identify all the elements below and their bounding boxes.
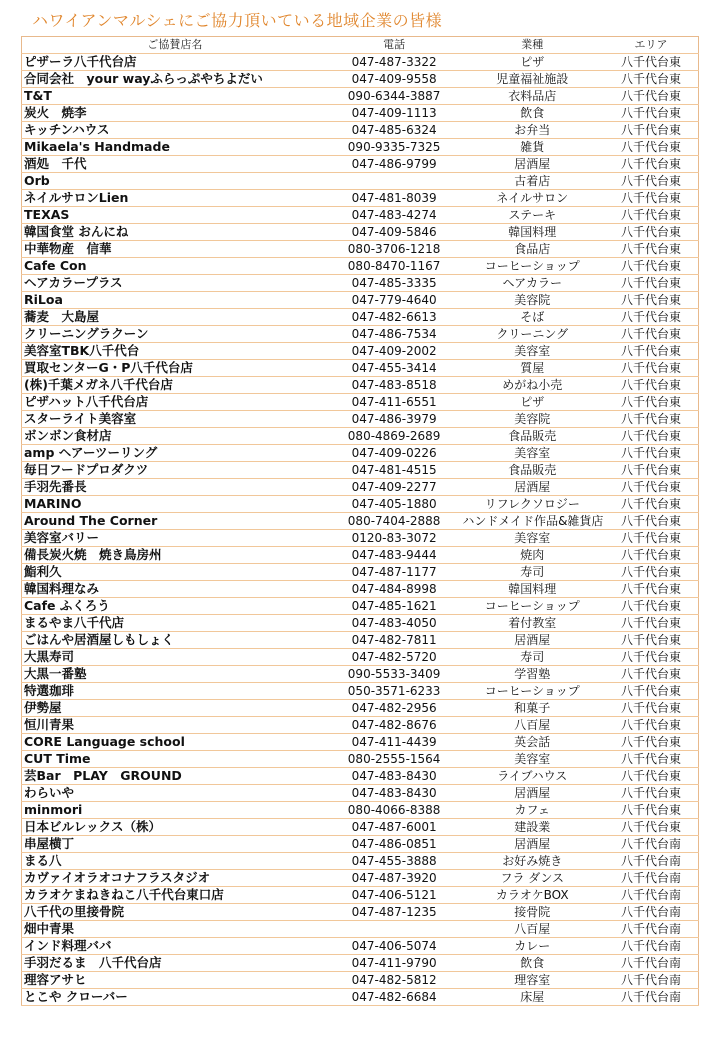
business-type: 焼肉	[460, 547, 604, 564]
business-type: カラオケBOX	[460, 887, 604, 904]
phone-number: 047-486-9799	[328, 156, 461, 173]
area: 八千代台東	[604, 564, 698, 581]
table-row	[22, 666, 699, 683]
area: 八千代台南	[604, 853, 698, 870]
phone-number: 047-485-6324	[328, 122, 461, 139]
business-type: 着付教室	[460, 615, 604, 632]
business-type: リフレクソロジー	[460, 496, 604, 513]
business-type: 学習塾	[460, 666, 604, 683]
table-row	[22, 904, 699, 921]
business-type: 床屋	[460, 989, 604, 1006]
table-row	[22, 241, 699, 258]
phone-number: 047-485-1621	[328, 598, 461, 615]
store-name: インド料理ババ	[22, 938, 328, 955]
phone-number: 047-484-8998	[328, 581, 461, 598]
phone-number: 047-482-5812	[328, 972, 461, 989]
area: 八千代台東	[604, 751, 698, 768]
business-type: 衣料品店	[460, 88, 604, 105]
page-title: ハワイアンマルシェにご協力頂いている地域企業の皆様	[32, 11, 443, 30]
phone-number: 047-482-6684	[328, 989, 461, 1006]
table-row	[22, 411, 699, 428]
area: 八千代台東	[604, 530, 698, 547]
table-row	[22, 700, 699, 717]
phone-number	[328, 173, 461, 190]
phone-number: 050-3571-6233	[328, 683, 461, 700]
area: 八千代台東	[604, 479, 698, 496]
store-name: 酒処 千代	[22, 156, 328, 173]
area: 八千代台東	[604, 802, 698, 819]
table-row	[22, 122, 699, 139]
area: 八千代台東	[604, 598, 698, 615]
store-name: TEXAS	[22, 207, 328, 224]
business-type: クリーニング	[460, 326, 604, 343]
business-type: 食品販売	[460, 428, 604, 445]
header-phone: 電話	[328, 37, 461, 54]
area: 八千代台東	[604, 156, 698, 173]
area: 八千代台東	[604, 190, 698, 207]
area: 八千代台南	[604, 836, 698, 853]
store-name: 炭火 焼李	[22, 105, 328, 122]
sponsor-table	[21, 36, 699, 1006]
area: 八千代台南	[604, 955, 698, 972]
area: 八千代台東	[604, 309, 698, 326]
area: 八千代台東	[604, 411, 698, 428]
area: 八千代台東	[604, 632, 698, 649]
area: 八千代台東	[604, 785, 698, 802]
area: 八千代台東	[604, 207, 698, 224]
business-type: カレー	[460, 938, 604, 955]
business-type: 食品店	[460, 241, 604, 258]
business-type: 食品販売	[460, 462, 604, 479]
store-name: CUT Time	[22, 751, 328, 768]
business-type: 飲食	[460, 955, 604, 972]
business-type: 美容室	[460, 445, 604, 462]
area: 八千代台東	[604, 360, 698, 377]
store-name: ごはんや居酒屋しもしょく	[22, 632, 328, 649]
business-type: カフェ	[460, 802, 604, 819]
store-name: まる八	[22, 853, 328, 870]
store-name: Cafe Con	[22, 258, 328, 275]
area: 八千代台東	[604, 88, 698, 105]
phone-number: 090-6344-3887	[328, 88, 461, 105]
area: 八千代台東	[604, 734, 698, 751]
phone-number: 0120-83-3072	[328, 530, 461, 547]
table-row	[22, 54, 699, 71]
phone-number: 080-8470-1167	[328, 258, 461, 275]
business-type: 八百屋	[460, 921, 604, 938]
phone-number: 047-485-3335	[328, 275, 461, 292]
phone-number: 047-487-1177	[328, 564, 461, 581]
business-type: 飲食	[460, 105, 604, 122]
table-row	[22, 309, 699, 326]
table-row	[22, 802, 699, 819]
table-row	[22, 615, 699, 632]
business-type: ピザ	[460, 54, 604, 71]
phone-number: 047-409-0226	[328, 445, 461, 462]
business-type: 居酒屋	[460, 836, 604, 853]
phone-number: 047-409-1113	[328, 105, 461, 122]
business-type: お好み焼き	[460, 853, 604, 870]
area: 八千代台東	[604, 292, 698, 309]
table-row	[22, 275, 699, 292]
table-row	[22, 156, 699, 173]
header-area: エリア	[604, 37, 698, 54]
store-name: ピザーラ八千代台店	[22, 54, 328, 71]
store-name: 芸Bar PLAY GROUND	[22, 768, 328, 785]
table-row	[22, 496, 699, 513]
area: 八千代台東	[604, 513, 698, 530]
business-type: 雑貨	[460, 139, 604, 156]
business-type: 建設業	[460, 819, 604, 836]
business-type: ヘアカラー	[460, 275, 604, 292]
table-row	[22, 870, 699, 887]
business-type: 美容室	[460, 530, 604, 547]
store-name: 鮨利久	[22, 564, 328, 581]
area: 八千代台南	[604, 972, 698, 989]
store-name: ネイルサロンLien	[22, 190, 328, 207]
area: 八千代台南	[604, 921, 698, 938]
store-name: とこや クローバー	[22, 989, 328, 1006]
business-type: ライブハウス	[460, 768, 604, 785]
store-name: minmori	[22, 802, 328, 819]
header-name: ご協賛店名	[22, 37, 328, 54]
store-name: 韓国食堂 おんにね	[22, 224, 328, 241]
phone-number: 047-483-8518	[328, 377, 461, 394]
table-row	[22, 598, 699, 615]
phone-number: 090-9335-7325	[328, 139, 461, 156]
phone-number: 047-779-4640	[328, 292, 461, 309]
area: 八千代台東	[604, 683, 698, 700]
phone-number: 047-455-3414	[328, 360, 461, 377]
business-type: 居酒屋	[460, 479, 604, 496]
business-type: 居酒屋	[460, 156, 604, 173]
business-type: 居酒屋	[460, 785, 604, 802]
phone-number: 047-483-9444	[328, 547, 461, 564]
table-row	[22, 564, 699, 581]
phone-number: 047-483-8430	[328, 785, 461, 802]
store-name: 日本ビルレックス（株）	[22, 819, 328, 836]
business-type: ステーキ	[460, 207, 604, 224]
store-name: 合同会社 your wayふらっぷやちよだい	[22, 71, 328, 88]
store-name: 大黒一番塾	[22, 666, 328, 683]
store-name: Mikaela's Handmade	[22, 139, 328, 156]
business-type: 八百屋	[460, 717, 604, 734]
business-type: 居酒屋	[460, 632, 604, 649]
store-name: 蕎麦 大島屋	[22, 309, 328, 326]
store-name: 理容アサヒ	[22, 972, 328, 989]
business-type: 美容室	[460, 751, 604, 768]
store-name: 備長炭火焼 焼き鳥房州	[22, 547, 328, 564]
table-row	[22, 360, 699, 377]
phone-number: 080-2555-1564	[328, 751, 461, 768]
area: 八千代台東	[604, 496, 698, 513]
table-row	[22, 768, 699, 785]
store-name: 恒川青果	[22, 717, 328, 734]
store-name: CORE Language school	[22, 734, 328, 751]
store-name: キッチンハウス	[22, 122, 328, 139]
phone-number: 047-406-5121	[328, 887, 461, 904]
table-row	[22, 71, 699, 88]
phone-number: 047-486-0851	[328, 836, 461, 853]
phone-number: 047-409-2277	[328, 479, 461, 496]
area: 八千代台東	[604, 819, 698, 836]
table-row	[22, 377, 699, 394]
table-row	[22, 394, 699, 411]
phone-number: 047-483-4274	[328, 207, 461, 224]
area: 八千代台東	[604, 275, 698, 292]
table-row	[22, 581, 699, 598]
business-type: 寿司	[460, 649, 604, 666]
area: 八千代台東	[604, 615, 698, 632]
phone-number: 047-411-6551	[328, 394, 461, 411]
business-type: めがね小売	[460, 377, 604, 394]
phone-number: 047-411-9790	[328, 955, 461, 972]
area: 八千代台東	[604, 122, 698, 139]
table-row	[22, 428, 699, 445]
phone-number: 047-483-4050	[328, 615, 461, 632]
table-row	[22, 513, 699, 530]
table-row	[22, 292, 699, 309]
phone-number: 047-409-9558	[328, 71, 461, 88]
area: 八千代台東	[604, 717, 698, 734]
header-type: 業種	[460, 37, 604, 54]
table-row	[22, 955, 699, 972]
store-name: 手羽先番長	[22, 479, 328, 496]
store-name: 毎日フードプロダクツ	[22, 462, 328, 479]
business-type: 理容室	[460, 972, 604, 989]
phone-number: 047-487-6001	[328, 819, 461, 836]
phone-number	[328, 921, 461, 938]
business-type: 韓国料理	[460, 224, 604, 241]
phone-number: 047-481-4515	[328, 462, 461, 479]
store-name: 買取センターG・P八千代台店	[22, 360, 328, 377]
business-type: 質屋	[460, 360, 604, 377]
phone-number: 047-486-7534	[328, 326, 461, 343]
phone-number: 047-487-3920	[328, 870, 461, 887]
table-row	[22, 139, 699, 156]
table-row	[22, 190, 699, 207]
table-row	[22, 836, 699, 853]
area: 八千代台東	[604, 462, 698, 479]
table-row	[22, 105, 699, 122]
store-name: ピザハット八千代台店	[22, 394, 328, 411]
phone-number: 047-483-8430	[328, 768, 461, 785]
business-type: 接骨院	[460, 904, 604, 921]
table-row	[22, 343, 699, 360]
store-name: ボンボン食材店	[22, 428, 328, 445]
store-name: 大黒寿司	[22, 649, 328, 666]
table-row	[22, 462, 699, 479]
area: 八千代台東	[604, 700, 698, 717]
area: 八千代台南	[604, 887, 698, 904]
store-name: スターライト美容室	[22, 411, 328, 428]
table-row	[22, 751, 699, 768]
table-row	[22, 938, 699, 955]
store-name: RiLoa	[22, 292, 328, 309]
business-type: コーヒーショップ	[460, 598, 604, 615]
area: 八千代台東	[604, 377, 698, 394]
business-type: 美容院	[460, 292, 604, 309]
store-name: 畑中青果	[22, 921, 328, 938]
phone-number: 047-409-5846	[328, 224, 461, 241]
store-name: 伊勢屋	[22, 700, 328, 717]
table-row	[22, 887, 699, 904]
store-name: Orb	[22, 173, 328, 190]
table-row	[22, 547, 699, 564]
store-name: 韓国料理なみ	[22, 581, 328, 598]
store-name: MARINO	[22, 496, 328, 513]
store-name: 手羽だるま 八千代台店	[22, 955, 328, 972]
table-row	[22, 819, 699, 836]
phone-number: 080-3706-1218	[328, 241, 461, 258]
table-row	[22, 972, 699, 989]
phone-number: 047-487-1235	[328, 904, 461, 921]
area: 八千代台南	[604, 870, 698, 887]
store-name: 串屋横丁	[22, 836, 328, 853]
table-row	[22, 632, 699, 649]
table-row	[22, 853, 699, 870]
phone-number: 047-482-7811	[328, 632, 461, 649]
store-name: T&T	[22, 88, 328, 105]
area: 八千代台南	[604, 938, 698, 955]
business-type: 美容院	[460, 411, 604, 428]
phone-number: 047-486-3979	[328, 411, 461, 428]
store-name: 八千代の里接骨院	[22, 904, 328, 921]
business-type: 韓国料理	[460, 581, 604, 598]
area: 八千代台東	[604, 241, 698, 258]
business-type: ハンドメイド作品&雑貨店	[462, 514, 604, 528]
store-name: 美容室TBK八千代台	[22, 343, 328, 360]
business-type: お弁当	[460, 122, 604, 139]
store-name: Cafe ふくろう	[22, 598, 328, 615]
table-row	[22, 207, 699, 224]
store-name: ヘアカラープラス	[22, 275, 328, 292]
area: 八千代台東	[604, 666, 698, 683]
table-row	[22, 734, 699, 751]
phone-number: 047-487-3322	[328, 54, 461, 71]
area: 八千代台東	[604, 394, 698, 411]
area: 八千代台東	[604, 649, 698, 666]
phone-number: 047-481-8039	[328, 190, 461, 207]
area: 八千代台東	[604, 326, 698, 343]
business-type: 英会話	[460, 734, 604, 751]
area: 八千代台東	[604, 54, 698, 71]
store-name: 中華物産 信華	[22, 241, 328, 258]
area: 八千代台東	[604, 71, 698, 88]
area: 八千代台東	[604, 343, 698, 360]
business-type: ピザ	[460, 394, 604, 411]
area: 八千代台東	[604, 547, 698, 564]
store-name: (株)千葉メガネ八千代台店	[22, 377, 328, 394]
business-type: ネイルサロン	[460, 190, 604, 207]
table-row	[22, 258, 699, 275]
table-row	[22, 717, 699, 734]
area: 八千代台東	[604, 768, 698, 785]
area: 八千代台東	[604, 445, 698, 462]
phone-number: 047-482-8676	[328, 717, 461, 734]
area: 八千代台東	[604, 105, 698, 122]
phone-number: 047-411-4439	[328, 734, 461, 751]
phone-number: 047-455-3888	[328, 853, 461, 870]
store-name: カヴァイオラオコナフラスタジオ	[22, 870, 328, 887]
table-row	[22, 921, 699, 938]
phone-number: 080-7404-2888	[328, 513, 461, 530]
store-name: カラオケまねきねこ八千代台東口店	[22, 887, 328, 904]
business-type: そば	[460, 309, 604, 326]
table-row	[22, 479, 699, 496]
business-type: 和菓子	[460, 700, 604, 717]
table-header-row	[22, 37, 699, 54]
table-row	[22, 989, 699, 1006]
business-type: 古着店	[460, 173, 604, 190]
business-type: フラ ダンス	[460, 870, 604, 887]
phone-number: 047-405-1880	[328, 496, 461, 513]
phone-number: 080-4869-2689	[328, 428, 461, 445]
table-row	[22, 445, 699, 462]
table-row	[22, 326, 699, 343]
area: 八千代台東	[604, 428, 698, 445]
area: 八千代台東	[604, 224, 698, 241]
business-type: コーヒーショップ	[460, 258, 604, 275]
phone-number: 047-482-5720	[328, 649, 461, 666]
table-row	[22, 785, 699, 802]
business-type: 美容室	[460, 343, 604, 360]
store-name: amp ヘアーツーリング	[22, 445, 328, 462]
phone-number: 047-482-6613	[328, 309, 461, 326]
business-type: コーヒーショップ	[460, 683, 604, 700]
phone-number: 080-4066-8388	[328, 802, 461, 819]
phone-number: 047-482-2956	[328, 700, 461, 717]
table-row	[22, 88, 699, 105]
business-type: 寿司	[460, 564, 604, 581]
table-body	[22, 54, 699, 1006]
area: 八千代台東	[604, 581, 698, 598]
store-name: Around The Corner	[22, 513, 328, 530]
phone-number: 047-406-5074	[328, 938, 461, 955]
store-name: わらいや	[22, 785, 328, 802]
store-name: まるやま八千代店	[22, 615, 328, 632]
area: 八千代台東	[604, 258, 698, 275]
table-row	[22, 173, 699, 190]
table-row	[22, 649, 699, 666]
store-name: クリーニングラクーン	[22, 326, 328, 343]
area: 八千代台南	[604, 904, 698, 921]
area: 八千代台東	[604, 173, 698, 190]
business-type: 児童福祉施設	[460, 71, 604, 88]
table-row	[22, 224, 699, 241]
area: 八千代台東	[604, 139, 698, 156]
phone-number: 090-5533-3409	[328, 666, 461, 683]
area: 八千代台南	[604, 989, 698, 1006]
table-row	[22, 683, 699, 700]
store-name: 美容室バリー	[22, 530, 328, 547]
store-name: 特選珈琲	[22, 683, 328, 700]
phone-number: 047-409-2002	[328, 343, 461, 360]
table-row	[22, 530, 699, 547]
